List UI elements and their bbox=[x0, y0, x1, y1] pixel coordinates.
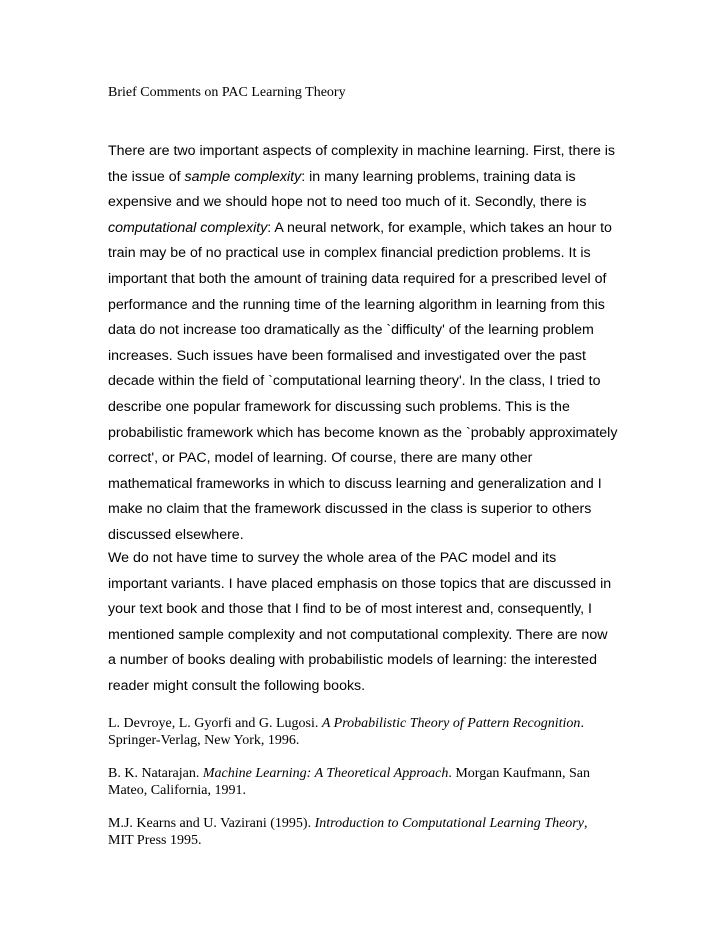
paragraph-line: discussed elsewhere. bbox=[108, 526, 244, 543]
text-span: : in many learning problems, training data is bbox=[301, 168, 576, 185]
paragraph-line: important variants. I have placed emphasis on those topics that are discussed in bbox=[108, 575, 612, 592]
paragraph-line: performance and the running time of the learning algorithm in learning from this bbox=[108, 296, 605, 313]
paragraph-line: decade within the field of `computational learning theory'. In the class, I tried to bbox=[108, 373, 601, 390]
reference-publisher: MIT Press 1995. bbox=[108, 833, 202, 848]
reference-after-title: , bbox=[583, 816, 588, 831]
reference-title: A Probabilistic Theory of Pattern Recognition bbox=[321, 716, 581, 731]
paragraph-line: train may be of no practical use in complex financial prediction problems. It is bbox=[108, 245, 591, 262]
reference-after-title: . bbox=[580, 716, 584, 731]
paragraph-survey bbox=[108, 546, 611, 700]
paragraph-line: mentioned sample complexity and not computational complexity. There are now bbox=[108, 626, 608, 643]
paragraph-line bbox=[108, 165, 617, 191]
emphasis-computational-complexity: computational complexity bbox=[108, 219, 268, 236]
text-span: : A neural network, for example, which takes an hour to bbox=[267, 219, 612, 236]
reference-authors: L. Devroye, L. Gyorfi and G. Lugosi. bbox=[108, 716, 322, 731]
paragraph-line: probabilistic framework which has become known as the `probably approximately bbox=[108, 424, 618, 441]
reference-authors: B. K. Natarajan. bbox=[108, 766, 203, 781]
reference-item bbox=[108, 715, 584, 749]
paragraph-line: describe one popular framework for discussing such problems. This is the bbox=[108, 398, 570, 415]
paragraph-line: important that both the amount of training data required for a prescribed level of bbox=[108, 270, 607, 287]
document-title: Brief Comments on PAC Learning Theory bbox=[108, 85, 346, 100]
reference-after-title: . Morgan Kaufmann, San bbox=[448, 766, 591, 781]
paragraph-line: make no claim that the framework discussed in the class is superior to others bbox=[108, 501, 592, 518]
text-span: the issue of bbox=[108, 168, 185, 185]
reference-publisher: Mateo, California, 1991. bbox=[108, 783, 247, 798]
paragraph-line: a number of books dealing with probabilistic models of learning: the interested bbox=[108, 652, 597, 669]
paragraph-line: We do not have time to survey the whole area of the PAC model and its bbox=[108, 550, 557, 566]
paragraph-line: mathematical frameworks in which to discuss learning and generalization and I bbox=[108, 475, 602, 492]
paragraph-line: your text book and those that I find to be of most interest and, consequently, I bbox=[108, 601, 592, 618]
reference-item bbox=[108, 815, 587, 849]
paragraph-line: There are two important aspects of complexity in machine learning. First, there is bbox=[108, 143, 616, 159]
paragraph-line bbox=[108, 216, 617, 242]
reference-line bbox=[108, 715, 584, 732]
paragraph-line: correct', or PAC, model of learning. Of course, there are many other bbox=[108, 450, 533, 467]
emphasis-sample-complexity: sample complexity bbox=[184, 168, 302, 185]
reference-line bbox=[108, 765, 590, 782]
reference-authors: M.J. Kearns and U. Vazirani (1995). bbox=[108, 816, 315, 831]
reference-title: Machine Learning: A Theoretical Approach bbox=[202, 766, 449, 781]
reference-item bbox=[108, 765, 590, 799]
reference-publisher: Springer-Verlag, New York, 1996. bbox=[108, 733, 300, 748]
reference-line bbox=[108, 815, 587, 832]
paragraph-complexity bbox=[108, 139, 617, 549]
reference-title: Introduction to Computational Learning Theory bbox=[314, 816, 584, 831]
paragraph-line: expensive and we should hope not to need too much of it. Secondly, there is bbox=[108, 194, 587, 211]
paragraph-line: reader might consult the following books. bbox=[108, 677, 366, 694]
paragraph-line: increases. Such issues have been formalised and investigated over the past bbox=[108, 347, 586, 364]
paragraph-line: data do not increase too dramatically as the `difficulty' of the learning problem bbox=[108, 322, 594, 339]
